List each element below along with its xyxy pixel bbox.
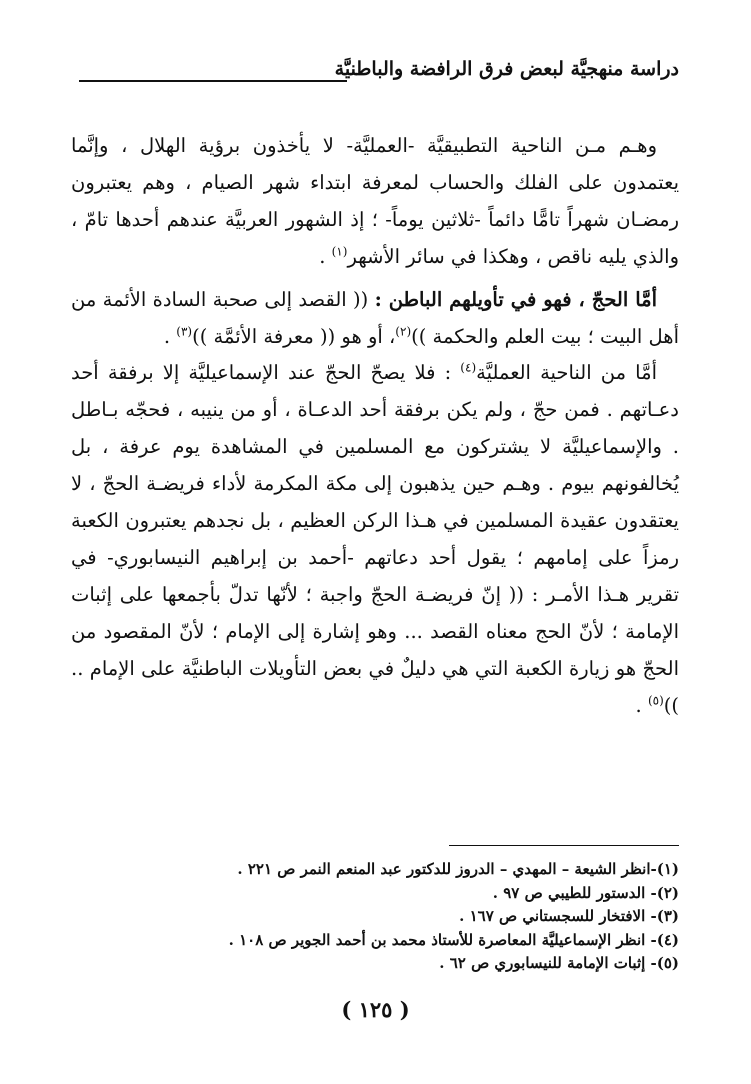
footnote-5: (٥)- إثبات الإمامة للنيسابوري ص ٦٢ . [439,954,679,973]
footnote-marker-1: (١) [331,244,348,259]
paragraph-lead: أمَّا الحجّ ، فهو في تأويلهم الباطن : [374,287,657,311]
footnote-marker-2: (٢) [395,324,412,339]
footnote-marker-4: (٤) [460,360,477,375]
page-number: ( ١٢٥ ) [341,997,410,1022]
running-header [71,58,679,92]
paragraph-hajj-practice: أمَّا من الناحية العمليَّة$^{(٤)}$ : فلا يصحّ الحجّ عند الإسماعيليَّة إلا برفقة أحد دعـاتهم . فمن حجّ ، ولم يكن برفقة أحد الدعـاة ، أو من ينيبه ، فحجّه بـاطل . والإسماعيليَّة لا يشتركون مع المسلمين في المشاهدة يوم عرفة ، بل يُخالفونهم بيوم . وهـم حين يذهبون إلى مكة المكرمة لأداء فريضـة الحجّ ، لا يعتقدون عقيدة المسلمين في هـذا الركن العظيم ، بل نجدهم يعتبرون الكعبة رمزاً على إمامهم ؛ يقول أحد دعاتهم -أحمد بن إبراهيم النيسابوري- في تقرير هـذا الأمـر : (( إنّ فريضـة الحجّ واجبة ؛ لأنّها تدلّ بأجمعها على إثبات الإمامة ؛ لأنّ الحج معناه القصد ... وهو إشارة إلى الإمام ؛ لأنّ المقصود من الحجّ هو زيارة الكعبة التي هي دليلٌ في بعض التأويلات الباطنيَّة على الإمام .. ))$^{(٥)}$ . [71,360,679,717]
paragraph-moon-sighting: وهـم مـن الناحية التطبيقيَّة -العمليَّة- لا يأخذون برؤية الهلال ، وإنَّما يعتمدون على الفلك والحساب لمعرفة ابتداء شهر الصيام ، وهم يعتبرون رمضـان شهراً تامًّا دائماً -ثلاثين يوماً- ؛ إذ الشهور العربيَّة عندهم أحدها تامّ ، والذي يليه ناقص ، وهكذا في سائر الأشهر$^{(١)}$ . [71,134,679,268]
footnote-3: (٣)- الافتخار للسجستاني ص ١٦٧ . [459,907,679,926]
footnote-2: (٢)- الدستور للطيبي ص ٩٧ . [492,883,679,902]
footnote-separator [449,845,679,846]
running-title: دراسة منهجيَّة لبعض فرق الرافضة والباطنيَّة [334,58,679,80]
footnote-marker-5: (٥) [647,693,664,708]
footnote-1: (١)-انظر الشيعة – المهدي – الدروز للدكتور عبد المنعم النمر ص ٢٢١ . [237,860,679,878]
footnote-marker-3: (٣) [176,324,193,339]
footnote-4: (٤)- انظر الإسماعيليَّة المعاصرة للأستاذ محمد بن أحمد الجوير ص ١٠٨ . [228,930,679,949]
footnotes [71,858,679,976]
header-rule [79,80,347,82]
main-text [71,128,679,725]
paragraph-hajj-interpretation: أمَّا الحجّ ، فهو في تأويلهم الباطن : (( القصد إلى صحبة السادة الأئمة من أهل البيت ؛ بيت العلم والحكمة ))$^{(٢)}$، أو هو (( معرفة الأئمَّة ))$^{(٣)}$ . [71,287,679,348]
